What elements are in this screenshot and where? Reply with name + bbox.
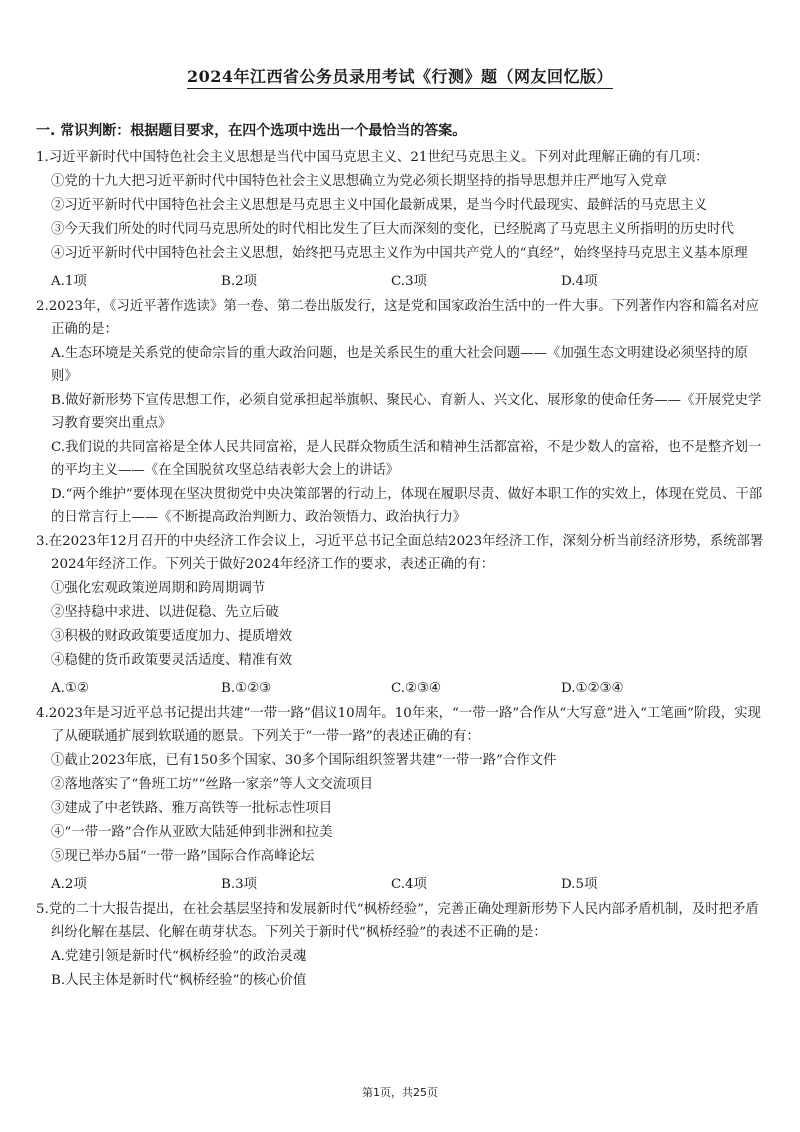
option-a: A.①② [51,681,89,696]
option-c: C.4项 [391,877,427,892]
option-b: B.做好新形势下宣传思想工作，必须自觉承担起举旗帜、聚民心、育新人、兴文化、展形象的使命任务——《开展党史学习教育要突出重点》 [51,393,762,431]
answer-options [36,873,766,896]
statement: ①强化宏观政策逆周期和跨周期调节 [51,581,266,596]
answer-options [36,677,766,700]
question-stem: 5.党的二十大报告提出，在社会基层坚持和发展新时代“枫桥经验”，完善正确处理新形势下人民内部矛盾机制，及时把矛盾纠纷化解在基层、化解在萌芽状态。下列关于新时代“枫桥经验”的表述不正确的是： [36,902,759,940]
statement: ④“一带一路”合作从亚欧大陆延伸到非洲和拉美 [51,825,333,840]
option-a: A.1项 [51,274,87,289]
option-d: D.5项 [561,877,598,892]
option-d: D.①②③④ [561,681,624,696]
question-4 [36,702,766,896]
question-stem: 1.习近平新时代中国特色社会主义思想是当代中国马克思主义、21世纪马克思主义。下列对此理解正确的有几项： [36,150,709,165]
question-2 [36,295,766,529]
statement: ③今天我们所处的时代同马克思所处的时代相比发生了巨大而深刻的变化，已经脱离了马克思主义所指明的历史时代 [51,222,734,237]
statement: ④习近平新时代中国特色社会主义思想，始终把马克思主义作为中国共产党人的“真经”，始终坚持马克思主义基本原理 [51,246,748,261]
answer-options [36,270,766,293]
statement: ②习近平新时代中国特色社会主义思想是马克思主义中国化最新成果，是当今时代最现实、最鲜活的马克思主义 [51,198,708,213]
option-a: A.2项 [51,877,87,892]
statement: ①党的十九大把习近平新时代中国特色社会主义思想确立为党必须长期坚持的指导思想并庄严地写入党章 [51,174,667,189]
page-footer: 第1页，共25页 [362,1086,438,1099]
option-d: D.“两个维护”要体现在坚决贯彻党中央决策部署的行动上，体现在履职尽责、做好本职工作的实效上，体现在党员、干部的日常言行上——《不断提高政治判断力、政治领悟力、政治执行力》 [51,487,763,525]
question-stem: 2.2023年，《习近平著作选读》第一卷、第二卷出版发行，这是党和国家政治生活中的一件大事。下列著作内容和篇名对应正确的是： [36,299,760,337]
option-b: B.2项 [221,274,258,289]
question-stem: 3.在2023年12月召开的中央经济工作会议上，习近平总书记全面总结2023年经济工作，深刻分析当前经济形势，系统部署2024年经济工作。下列关于做好2024年经济工作的要求，表述正确的有： [36,534,764,572]
statement: ③建成了中老铁路、雅万高铁等一批标志性项目 [51,801,333,816]
statement: ④稳健的货币政策要灵活适度、精准有效 [51,653,293,668]
statement: ②坚持稳中求进、以进促稳、先立后破 [51,605,279,620]
question-1 [36,146,766,293]
option-b: B.人民主体是新时代“枫桥经验”的核心价值 [51,973,307,988]
question-stem: 4.2023年是习近平总书记提出共建“一带一路”倡议10周年。10年来，“一带一路”合作从“大写意”进入“工笔画”阶段，实现了从硬联通扩展到软联通的愿景。下列关于“一带一路”的表述正确的有： [36,706,761,744]
question-list [36,146,766,993]
statement: ③积极的财政政策要适度加力、提质增效 [51,629,293,644]
option-a: A.党建引领是新时代“枫桥经验”的政治灵魂 [51,949,307,964]
statement: ⑤现已举办5届“一带一路”国际合作高峰论坛 [51,849,315,864]
statement: ②落地落实了“鲁班工坊”“丝路一家亲”等人文交流项目 [51,777,373,792]
option-c: C.②③④ [391,681,442,696]
option-c: C.我们说的共同富裕是全体人民共同富裕，是人民群众物质生活和精神生活都富裕，不是少数人的富裕，也不是整齐划一的平均主义——《在全国脱贫攻坚总结表彰大会上的讲话》 [51,440,762,478]
option-a: A.生态环境是关系党的使命宗旨的重大政治问题，也是关系民生的重大社会问题——《加强生态文明建设必须坚持的原则》 [51,346,748,384]
option-d: D.4项 [561,274,598,289]
statement: ①截止2023年底，已有150多个国家、30多个国际组织签署共建“一带一路”合作文件 [51,753,557,768]
question-3 [36,530,766,700]
option-b: B.①②③ [221,681,272,696]
question-5 [36,898,766,992]
document-title: 2024年江西省公务员录用考试《行测》题（网友回忆版） [0,64,800,87]
section-heading: 一. 常识判断：根据题目要求，在四个选项中选出一个最恰当的答案。 [36,123,467,139]
option-c: C.3项 [391,274,427,289]
option-b: B.3项 [221,877,258,892]
